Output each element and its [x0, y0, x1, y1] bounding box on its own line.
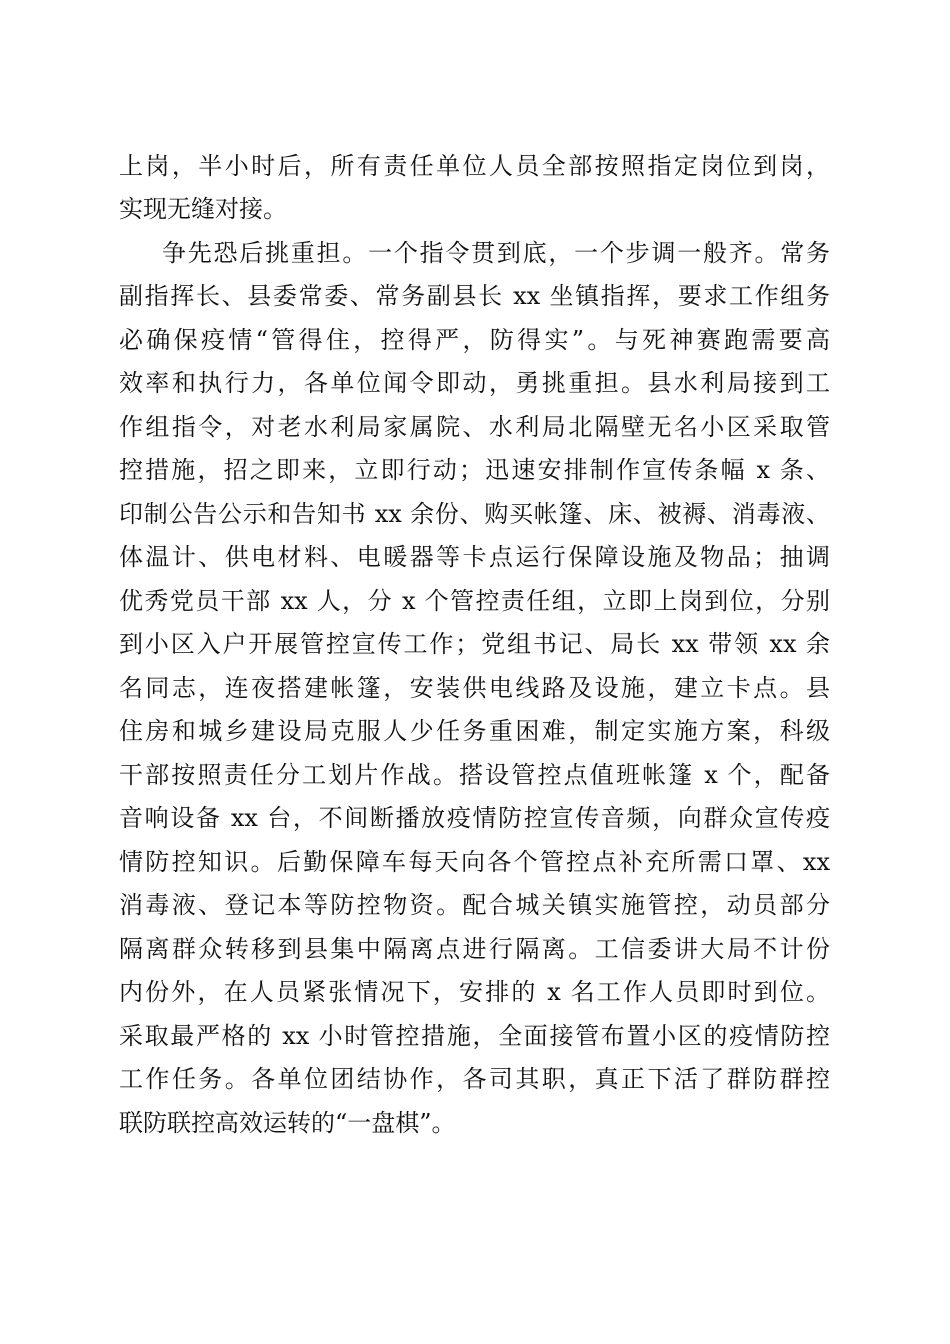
text-line: 实现无缝对接。	[119, 195, 287, 223]
text-line: 到小区入户开展管控宣传工作；党组书记、局长 xx 带领 xx 余	[119, 630, 830, 658]
text-line: 控措施，招之即来，立即行动；迅速安排制作宣传条幅 x 条、	[119, 456, 830, 484]
text-line: 上岗，半小时后，所有责任单位人员全部按照指定岗位到岗，	[119, 152, 830, 180]
text-line: 工作任务。各单位团结协作，各司其职，真正下活了群防群控	[119, 1065, 830, 1093]
text-line: 内份外，在人员紧张情况下，安排的 x 名工作人员即时到位。	[119, 978, 830, 1006]
text-line: 音响设备 xx 台，不间断播放疫情防控宣传音频，向群众宣传疫	[119, 804, 830, 832]
text-line: 印制公告公示和告知书 xx 余份、购买帐篷、床、被褥、消毒液、	[119, 500, 830, 528]
text-line: 优秀党员干部 xx 人，分 x 个管控责任组，立即上岗到位，分别	[119, 587, 830, 615]
text-line: 情防控知识。后勤保障车每天向各个管控点补充所需口罩、xx	[119, 848, 830, 876]
text-line: 名同志，连夜搭建帐篷，安装供电线路及设施，建立卡点。县	[119, 674, 830, 702]
text-line: 副指挥长、县委常委、常务副县长 xx 坐镇指挥，要求工作组务	[119, 282, 830, 310]
text-line: 干部按照责任分工划片作战。搭设管控点值班帐篷 x 个，配备	[119, 761, 830, 789]
text-line: 体温计、供电材料、电暖器等卡点运行保障设施及物品；抽调	[119, 543, 830, 571]
text-line: 必确保疫情“管得住，控得严，防得实”。与死神赛跑需要高	[119, 326, 830, 354]
text-line: 作组指令，对老水利局家属院、水利局北隔壁无名小区采取管	[119, 413, 830, 441]
text-line: 争先恐后挑重担。一个指令贯到底，一个步调一般齐。常务	[162, 239, 830, 267]
text-line: 消毒液、登记本等防控物资。配合城关镇实施管控，动员部分	[119, 891, 830, 919]
text-line: 效率和执行力，各单位闻令即动，勇挑重担。县水利局接到工	[119, 369, 830, 397]
text-line: 隔离群众转移到县集中隔离点进行隔离。工信委讲大局不计份	[119, 935, 830, 963]
text-line: 采取最严格的 xx 小时管控措施，全面接管布置小区的疫情防控	[119, 1022, 830, 1050]
text-line: 联防联控高效运转的“一盘棋”。	[119, 1109, 456, 1137]
text-line: 住房和城乡建设局克服人少任务重困难，制定实施方案，科级	[119, 717, 830, 745]
